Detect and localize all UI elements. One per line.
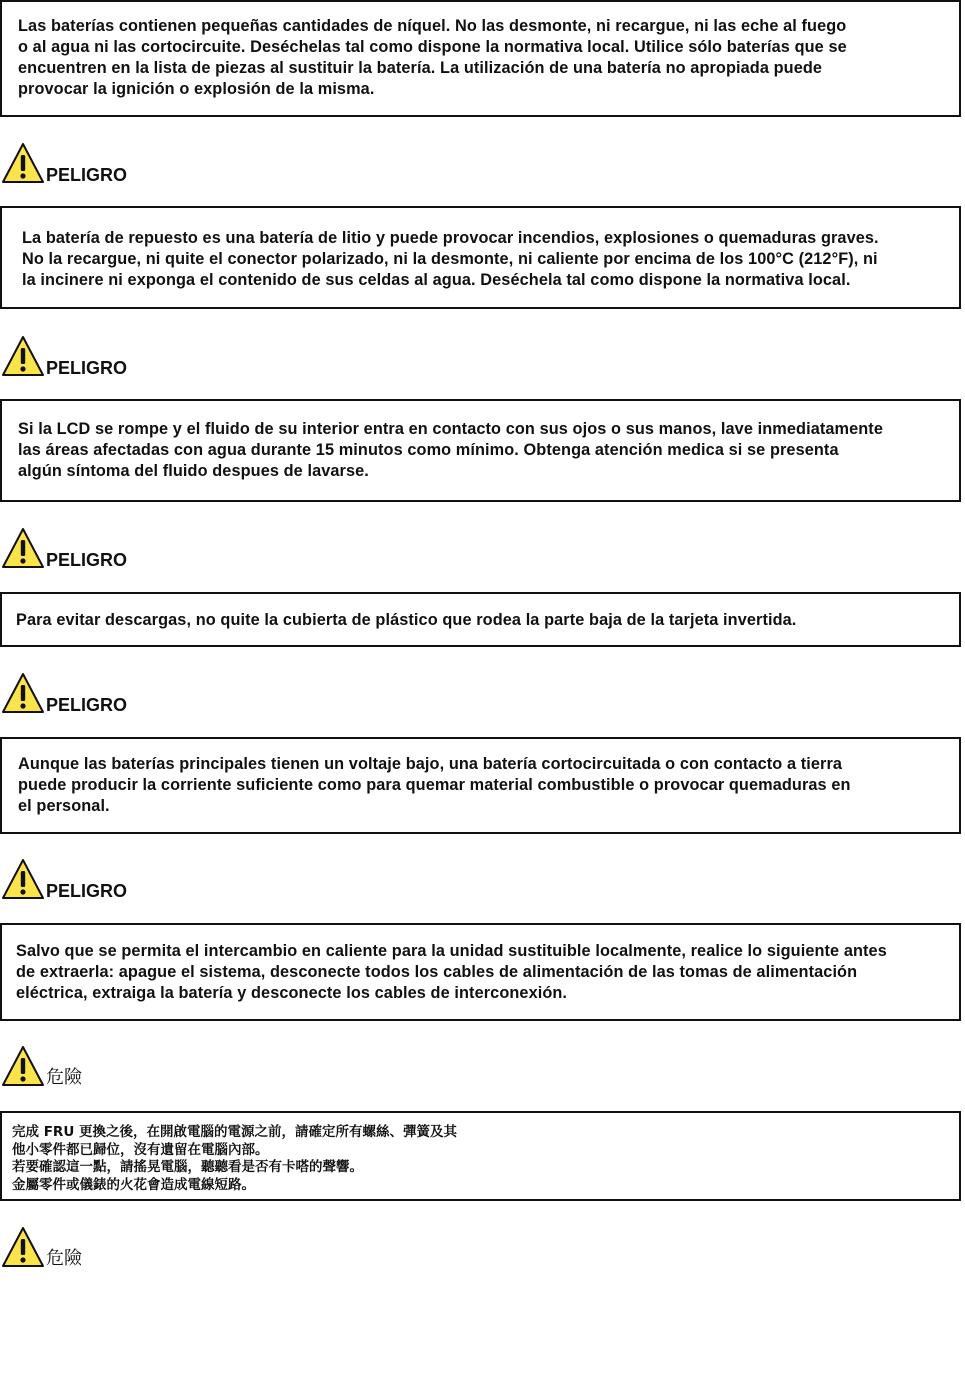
danger-heading-cjk [0,1044,200,1088]
danger-heading [0,857,200,901]
notice-line: las áreas afectadas con agua durante 15 minutos como mínimo. Obtenga atención medica si se presenta [18,441,839,459]
notice-line: la incinere ni exponga el contenido de sus celdas al agua. Deséchela tal como dispone la normativa local. [22,271,851,289]
notice-line: Aunque las baterías principales tienen un voltaje bajo, una batería cortocircuitada o con contacto a tierra [18,755,843,773]
notice-line: encuentren en la lista de piezas al sustituir la batería. La utilización de una batería no apropiada puede [18,59,823,77]
notice-text [16,941,959,1004]
notice-box-inverter-cover [0,592,961,647]
warning-triangle-icon [1,141,45,185]
notice-line: puede producir la corriente suficiente como para quemar material combustible o provocar quemaduras en [18,776,851,794]
danger-label: PELIGRO [46,165,128,185]
danger-heading [0,334,200,378]
danger-label: PELIGRO [46,881,128,901]
notice-text [18,16,959,100]
danger-label: PELIGRO [46,695,128,715]
notice-box-lithium-battery [0,206,961,309]
notice-box-main-battery [0,737,961,834]
notice-line: eléctrica, extraiga la batería y desconecte los cables de interconexión. [16,984,568,1002]
danger-heading [0,141,200,185]
notice-text [16,610,959,631]
notice-line: Si la LCD se rompe y el fluido de su interior entra en contacto con sus ojos o sus manos, lave inmediatamente [18,420,883,438]
danger-label: PELIGRO [46,550,128,570]
notice-line: Las baterías contienen pequeñas cantidades de níquel. No las desmonte, ni recargue, ni las eche al fuego [18,17,847,35]
warning-triangle-icon [1,671,45,715]
notice-line: el personal. [18,797,110,815]
notice-line: 完成 FRU 更換之後，在開啟電腦的電源之前，請確定所有螺絲、彈簧及其 [12,1124,457,1140]
notice-box-lcd-fluid [0,399,961,502]
notice-line: 金屬零件或儀錶的火花會造成電線短路。 [12,1176,255,1193]
notice-line: 若要確認這一點，請搖晃電腦，聽聽看是否有卡嗒的聲響。 [12,1159,363,1175]
notice-text [18,754,959,817]
danger-label: 危險 [46,1067,82,1088]
warning-triangle-icon [1,526,45,570]
warning-triangle-icon [1,334,45,378]
notice-box-battery-nickel [0,0,961,117]
warning-triangle-icon [1,1044,45,1088]
danger-label: 危險 [46,1248,82,1269]
notice-line: provocar la ignición o explosión de la misma. [18,80,375,98]
notice-box-hot-swap [0,923,961,1021]
notice-line: La batería de repuesto es una batería de litio y puede provocar incendios, explosiones o quemaduras graves. [22,229,879,247]
notice-text [22,228,959,291]
danger-heading [0,671,200,715]
danger-heading-cjk [0,1225,200,1269]
notice-line: Salvo que se permita el intercambio en caliente para la unidad sustituible localmente, realice lo siguiente antes [16,942,887,960]
notice-box-fru-screws [0,1111,961,1201]
warning-triangle-icon [1,857,45,901]
notice-line: algún síntoma del fluido despues de lavarse. [18,462,369,480]
notice-line: de extraerla: apague el sistema, desconecte todos los cables de alimentación de las tomas de alimentación [16,963,858,981]
warning-triangle-icon [1,1225,45,1269]
notice-text [18,419,959,482]
notice-line: 他小零件都已歸位，沒有遺留在電腦內部。 [12,1141,269,1158]
danger-heading [0,526,200,570]
notice-line: Para evitar descargas, no quite la cubierta de plástico que rodea la parte baja de la tarjeta invertida. [16,611,797,629]
notice-line: o al agua ni las cortocircuite. Deséchelas tal como dispone la normativa local. Utilice sólo baterías que se [18,38,847,56]
danger-label: PELIGRO [46,358,128,378]
notice-line: No la recargue, ni quite el conector polarizado, ni la desmonte, ni caliente por encima de los 100°C (212°F), ni [22,250,878,268]
